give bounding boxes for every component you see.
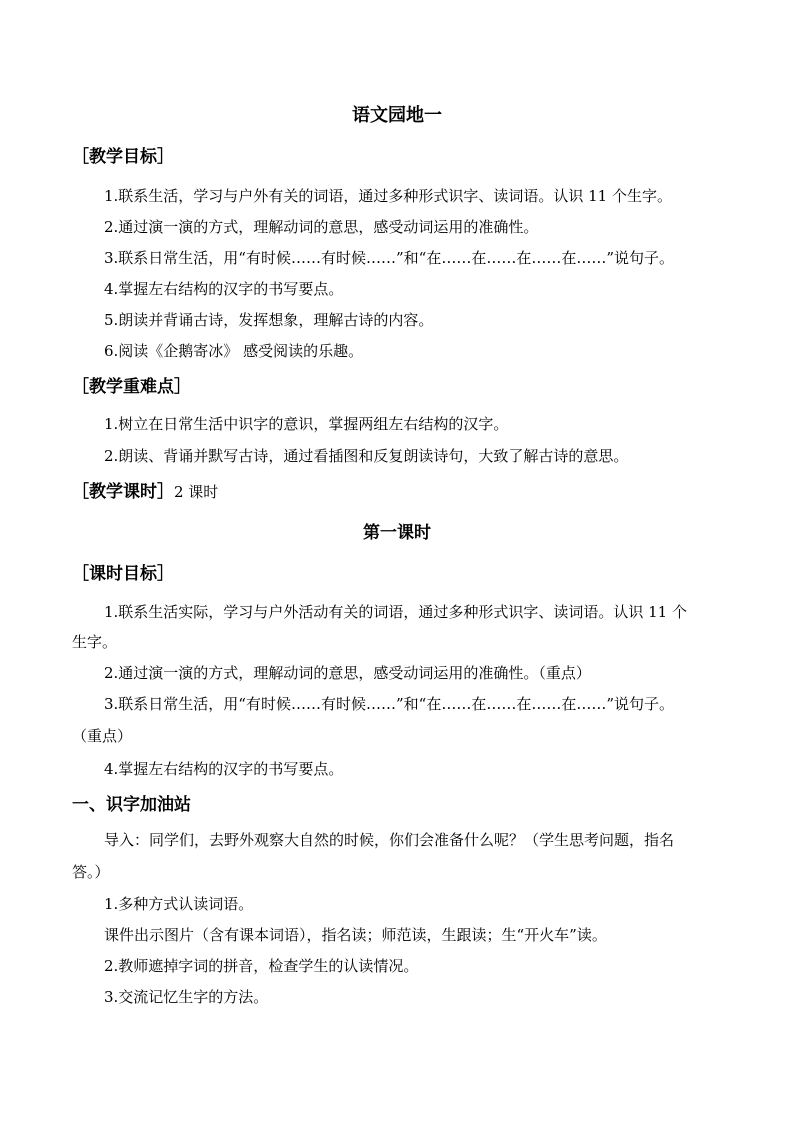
part1-heading: 一、识字加油站 — [72, 795, 191, 815]
goal-item: 5.朗读并背诵古诗，发挥想象，理解古诗的内容。 — [104, 311, 434, 329]
key-points-heading: ［教学重难点］ — [72, 377, 191, 397]
step-item: 3.交流记忆生字的方法。 — [104, 988, 269, 1006]
key-point-item: 1.树立在日常生活中识字的意识，掌握两组左右结构的汉字。 — [104, 415, 509, 433]
intro-text-cont: 答。） — [72, 863, 110, 881]
goal-item: 6.阅读《企鹅寄冰》 感受阅读的乐趣。 — [104, 342, 364, 360]
lesson-title: 第一课时 — [363, 523, 431, 543]
goal-item: 4.掌握左右结构的汉字的书写要点。 — [104, 280, 344, 298]
lesson-goal-item: 4.掌握左右结构的汉字的书写要点。 — [104, 760, 344, 778]
step-item: 2.教师遮掉字词的拼音，检查学生的认读情况。 — [104, 957, 419, 975]
intro-text: 导入：同学们，去野外观察大自然的时候，你们会准备什么呢？（学生思考问题，指名 — [104, 831, 675, 849]
goal-item: 1.联系生活，学习与户外有关的词语，通过多种形式识字、读词语。认识 11 个生字。 — [104, 187, 672, 205]
step-item: 1.多种方式认读词语。 — [104, 895, 254, 913]
hours-line — [72, 482, 218, 502]
step-detail: 课件出示图片（含有课本词语），指名读；师范读，生跟读；生“开火车”读。 — [104, 926, 607, 944]
goal-item: 2.通过演一演的方式，理解动词的意思，感受动词运用的准确性。 — [104, 218, 539, 236]
lesson-goals-heading: ［课时目标］ — [72, 564, 174, 584]
lesson-goal-item: 2.通过演一演的方式，理解动词的意思，感受动词运用的准确性。（重点） — [104, 664, 591, 682]
goal-item: 3.联系日常生活，用“有时候……有时候……”和“在……在……在……在……”说句子。 — [104, 249, 674, 267]
goals-heading: ［教学目标］ — [72, 147, 174, 167]
lesson-goal-item: 3.联系日常生活，用“有时候……有时候……”和“在……在……在……在……”说句子。 — [104, 695, 674, 713]
hours-value: 2 课时 — [174, 483, 219, 501]
key-point-item: 2.朗读、背诵并默写古诗，通过看插图和反复朗读诗句，大致了解古诗的意思。 — [104, 447, 629, 465]
hours-heading: ［教学课时］ — [72, 482, 174, 502]
document-title: 语文园地一 — [352, 105, 442, 126]
lesson-goal-item: 1.联系生活实际，学习与户外活动有关的词语，通过多种形式识字、读词语。认识 11 个 — [104, 603, 687, 621]
lesson-goal-item-cont: 生字。 — [72, 633, 118, 651]
lesson-goal-item-cont: （重点） — [72, 727, 133, 745]
